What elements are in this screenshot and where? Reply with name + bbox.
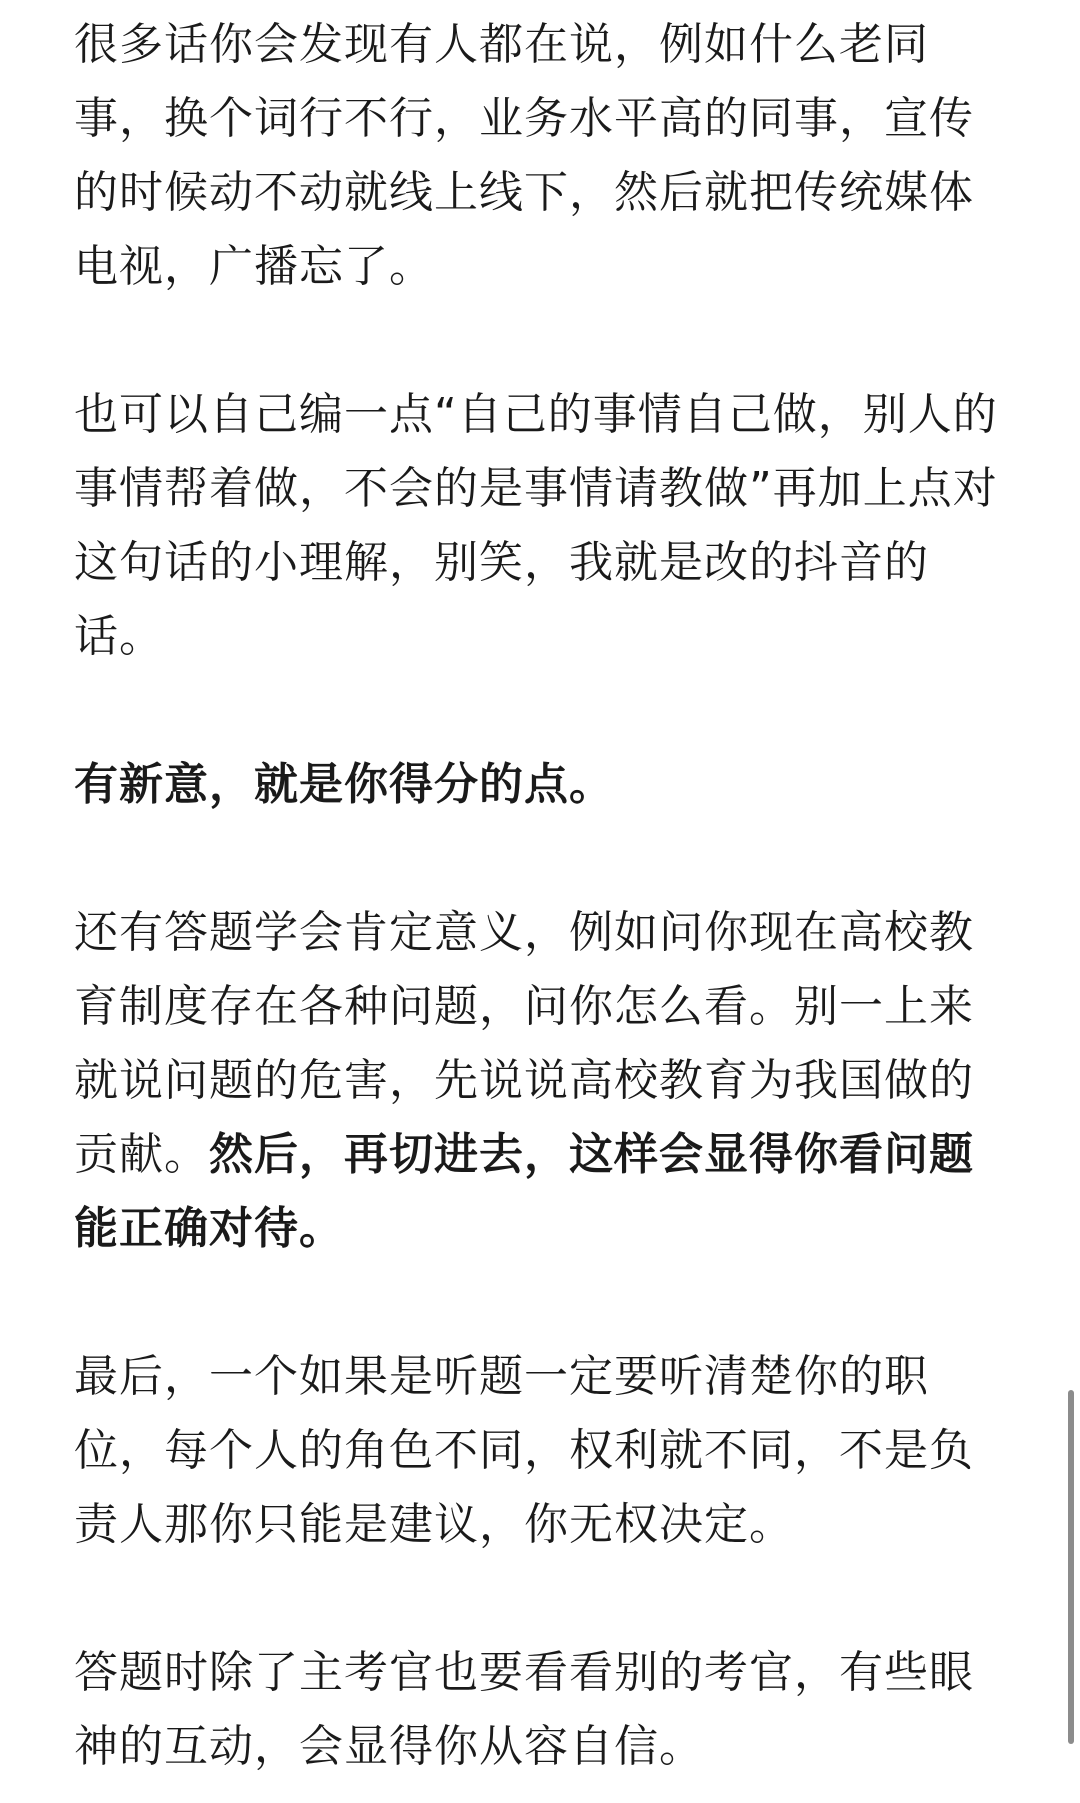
paragraph-2: 也可以自己编一点“自己的事情自己做，别人的事情帮着做，不会的是事情请教做”再加上点对这句话的小理解，别笑，我就是改的抖音的话。 bbox=[74, 389, 998, 662]
paragraph-4 bbox=[74, 896, 1009, 1266]
paragraph-6: 答题时除了主考官也要看看别的考官，有些眼神的互动，会显得你从容自信。 bbox=[74, 1647, 974, 1772]
vertical-scrollbar[interactable] bbox=[1068, 1390, 1074, 1744]
paragraph-5: 最后，一个如果是听题一定要听清楚你的职位，每个人的角色不同，权利就不同，不是负责人那你只能是建议，你无权决定。 bbox=[74, 1351, 974, 1550]
paragraph-4-normal-text: 还有答题学会肯定意义，例如问你现在高校教育制度存在各种问题，问你怎么看。别一上来就说问题的危害，先说说高校教育为我国做的贡献。 bbox=[74, 907, 974, 1180]
paragraph-1: 很多话你会发现有人都在说，例如什么老同事，换个词行不行，业务水平高的同事，宣传的时候动不动就线上线下，然后就把传统媒体电视，广播忘了。 bbox=[74, 19, 974, 292]
paragraph-4-bold-text: 然后，再切进去，这样会显得你看问题能正确对待。 bbox=[74, 1129, 974, 1254]
paragraph-3-highlight: 有新意，就是你得分的点。 bbox=[74, 759, 614, 810]
article-body bbox=[74, 8, 1009, 1784]
